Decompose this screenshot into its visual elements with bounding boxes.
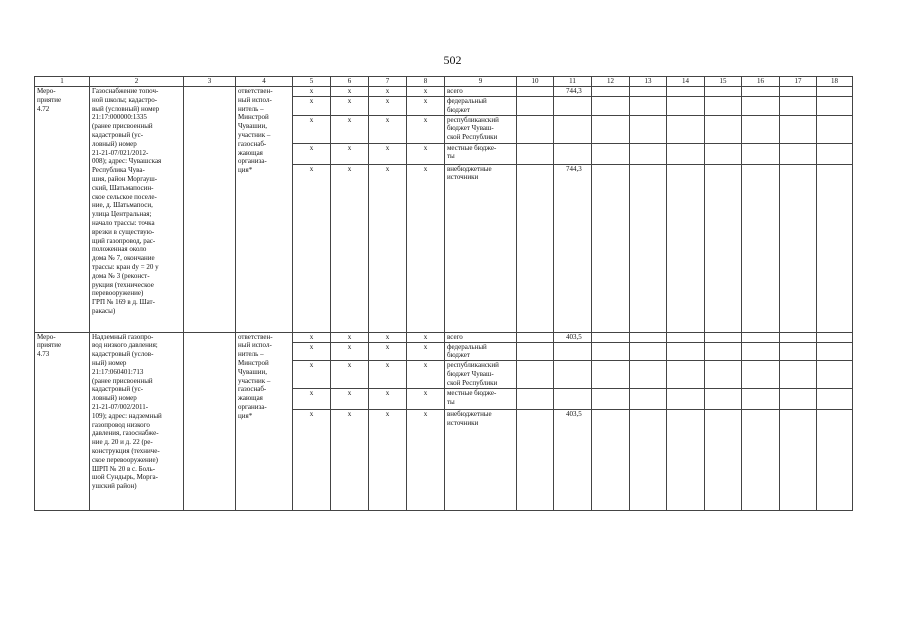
code-cell-c6: х [331, 332, 369, 342]
cell-col-13 [630, 389, 667, 410]
code-cell-c8: х [407, 410, 445, 511]
header-row [35, 77, 853, 87]
cell-col-17 [780, 389, 817, 410]
cell-col-15 [705, 361, 742, 389]
cell-col-10 [517, 361, 554, 389]
cell-col-15 [705, 97, 742, 116]
amount-cell [554, 389, 592, 410]
code-cell-c7: х [369, 87, 407, 97]
cell-col-15 [705, 389, 742, 410]
executor: ответствен- ный испол- нитель – Минстрой Чувашии, участник – газоснаб- жающая организа- ция* [236, 332, 293, 511]
measure-name: Газоснабжение топоч- ной школы; кадастро- вый (условный) номер 21:17:000000:1335 (ранее присвоенный кадастровый (ус- ловный) номер 21-21-07/021/2012- 008); адрес: Чувашская Республика Чува- шия, район Моргауш- ский, Шатьмапосин- ское сельское поселе- ние, д. Шатьмапоси, улица Центральная; начало трассы: точка врезки в существую- щий газопровод, рас- положенная около дома № 7, окончание трассы: кран dy = 20 у дома № 3 (реконст- рукция (техническое перевооружение) ГРП № 169 в д. Шат- ракасы) [90, 87, 184, 333]
cell-col-14 [667, 87, 705, 97]
cell-col-15 [705, 410, 742, 511]
cell-col-10 [517, 410, 554, 511]
cell-col-16 [742, 389, 780, 410]
cell-col-13 [630, 332, 667, 342]
cell-col-14 [667, 410, 705, 511]
cell-col-10 [517, 342, 554, 361]
column-header-1: 1 [35, 77, 90, 87]
cell-col-12 [592, 361, 630, 389]
code-cell-c5: х [293, 115, 331, 143]
column-header-16: 16 [742, 77, 780, 87]
cell-col-18 [817, 97, 853, 116]
amount-cell [554, 143, 592, 164]
cell-col-15 [705, 115, 742, 143]
cell-col-15 [705, 143, 742, 164]
amount-cell [554, 115, 592, 143]
column-header-6: 6 [331, 77, 369, 87]
code-cell-c5: х [293, 410, 331, 511]
code-cell-c8: х [407, 332, 445, 342]
cell-col-16 [742, 342, 780, 361]
code-cell-c5: х [293, 87, 331, 97]
amount-cell [554, 361, 592, 389]
amount-cell [554, 342, 592, 361]
cell-col-10 [517, 164, 554, 332]
funding-source: внебюджетные источники [445, 410, 517, 511]
cell-col-10 [517, 97, 554, 116]
cell-col-10 [517, 87, 554, 97]
cell-col-18 [817, 410, 853, 511]
cell-col-18 [817, 87, 853, 97]
cell-col-15 [705, 87, 742, 97]
amount-cell [554, 97, 592, 116]
measure-code: Меро- приятие 4.72 [35, 87, 90, 333]
cell-col-16 [742, 143, 780, 164]
amount-cell: 403,5 [554, 410, 592, 511]
code-cell-c7: х [369, 410, 407, 511]
funding-source: республиканский бюджет Чуваш- ской Республики [445, 361, 517, 389]
cell-col-14 [667, 97, 705, 116]
code-cell-c5: х [293, 332, 331, 342]
code-cell-c8: х [407, 97, 445, 116]
cell-col-18 [817, 115, 853, 143]
funding-source: внебюджетные источники [445, 164, 517, 332]
cell-col-14 [667, 389, 705, 410]
amount-cell: 744,3 [554, 87, 592, 97]
cell-col-10 [517, 143, 554, 164]
code-cell-c6: х [331, 164, 369, 332]
code-cell-c6: х [331, 342, 369, 361]
cell-col-16 [742, 87, 780, 97]
cell-col-10 [517, 332, 554, 342]
cell-col-16 [742, 115, 780, 143]
cell-col-12 [592, 410, 630, 511]
code-cell-c8: х [407, 115, 445, 143]
code-cell-c5: х [293, 389, 331, 410]
code-cell-c7: х [369, 143, 407, 164]
cell-col-18 [817, 389, 853, 410]
code-cell-c5: х [293, 342, 331, 361]
code-cell-c6: х [331, 87, 369, 97]
executor: ответствен- ный испол- нитель – Минстрой Чувашии, участник – газоснаб- жающая организа- ция* [236, 87, 293, 333]
code-cell-c6: х [331, 410, 369, 511]
cell-col-17 [780, 115, 817, 143]
column-header-10: 10 [517, 77, 554, 87]
column-header-14: 14 [667, 77, 705, 87]
cell-col-14 [667, 342, 705, 361]
code-cell-c6: х [331, 361, 369, 389]
funding-source: федеральный бюджет [445, 97, 517, 116]
code-cell-c7: х [369, 389, 407, 410]
cell-col-16 [742, 97, 780, 116]
measure-name: Надземный газопро- вод низкого давления; кадастровый (услов- ный) номер 21:17:060401:713 (ранее присвоенный кадастровый (ус- ловный) номер 21-21-07/002/2011- 109); адрес: надземный газопровод низкого давления, газоснабже- ние д. 20 и д. 22 (ре- конструкция (техниче- ское перевооружение) ШРП № 20 в с. Боль- шой Сундырь, Морга- ушский район) [90, 332, 184, 511]
code-cell-c8: х [407, 143, 445, 164]
column-header-11: 11 [554, 77, 592, 87]
cell-col-18 [817, 332, 853, 342]
cell-col-12 [592, 342, 630, 361]
column-header-17: 17 [780, 77, 817, 87]
table-row [35, 332, 853, 342]
table-body [35, 77, 853, 511]
funding-source: федеральный бюджет [445, 342, 517, 361]
cell-col-12 [592, 164, 630, 332]
code-cell-c8: х [407, 164, 445, 332]
cell-col-17 [780, 332, 817, 342]
cell-col-13 [630, 410, 667, 511]
column-header-12: 12 [592, 77, 630, 87]
cell-col-18 [817, 143, 853, 164]
column-header-2: 2 [90, 77, 184, 87]
code-cell-c8: х [407, 87, 445, 97]
code-cell-c7: х [369, 115, 407, 143]
cell-col-3 [184, 332, 236, 511]
code-cell-c6: х [331, 389, 369, 410]
column-header-15: 15 [705, 77, 742, 87]
column-header-9: 9 [445, 77, 517, 87]
amount-cell: 744,3 [554, 164, 592, 332]
cell-col-18 [817, 342, 853, 361]
cell-col-14 [667, 143, 705, 164]
funding-source: республиканский бюджет Чуваш- ской Республики [445, 115, 517, 143]
cell-col-18 [817, 361, 853, 389]
page-number: 502 [443, 53, 462, 67]
table-row [35, 87, 853, 97]
cell-col-15 [705, 164, 742, 332]
cell-col-13 [630, 97, 667, 116]
cell-col-17 [780, 87, 817, 97]
cell-col-13 [630, 115, 667, 143]
cell-col-16 [742, 361, 780, 389]
code-cell-c8: х [407, 389, 445, 410]
cell-col-14 [667, 115, 705, 143]
cell-col-15 [705, 332, 742, 342]
column-header-7: 7 [369, 77, 407, 87]
cell-col-17 [780, 97, 817, 116]
code-cell-c7: х [369, 332, 407, 342]
cell-col-13 [630, 87, 667, 97]
column-header-5: 5 [293, 77, 331, 87]
cell-col-14 [667, 164, 705, 332]
cell-col-15 [705, 342, 742, 361]
code-cell-c5: х [293, 164, 331, 332]
cell-col-14 [667, 361, 705, 389]
funding-source: всего [445, 87, 517, 97]
code-cell-c7: х [369, 164, 407, 332]
cell-col-10 [517, 115, 554, 143]
cell-col-18 [817, 164, 853, 332]
cell-col-16 [742, 332, 780, 342]
code-cell-c7: х [369, 361, 407, 389]
funding-source: местные бюдже- ты [445, 143, 517, 164]
cell-col-13 [630, 342, 667, 361]
cell-col-12 [592, 332, 630, 342]
cell-col-12 [592, 389, 630, 410]
code-cell-c7: х [369, 97, 407, 116]
cell-col-3 [184, 87, 236, 333]
cell-col-10 [517, 389, 554, 410]
code-cell-c6: х [331, 115, 369, 143]
code-cell-c7: х [369, 342, 407, 361]
funding-source: местные бюдже- ты [445, 389, 517, 410]
cell-col-17 [780, 410, 817, 511]
code-cell-c8: х [407, 361, 445, 389]
cell-col-14 [667, 332, 705, 342]
amount-cell: 403,5 [554, 332, 592, 342]
code-cell-c6: х [331, 97, 369, 116]
column-header-4: 4 [236, 77, 293, 87]
cell-col-16 [742, 410, 780, 511]
code-cell-c5: х [293, 143, 331, 164]
column-header-3: 3 [184, 77, 236, 87]
cell-col-16 [742, 164, 780, 332]
cell-col-13 [630, 361, 667, 389]
cell-col-12 [592, 97, 630, 116]
cell-col-17 [780, 143, 817, 164]
code-cell-c5: х [293, 97, 331, 116]
cell-col-17 [780, 361, 817, 389]
column-header-8: 8 [407, 77, 445, 87]
cell-col-12 [592, 143, 630, 164]
code-cell-c5: х [293, 361, 331, 389]
column-header-13: 13 [630, 77, 667, 87]
measure-code: Меро- приятие 4.73 [35, 332, 90, 511]
cell-col-17 [780, 164, 817, 332]
funding-source: всего [445, 332, 517, 342]
code-cell-c8: х [407, 342, 445, 361]
column-header-18: 18 [817, 77, 853, 87]
program-table [34, 76, 853, 511]
cell-col-12 [592, 115, 630, 143]
cell-col-13 [630, 143, 667, 164]
cell-col-13 [630, 164, 667, 332]
cell-col-12 [592, 87, 630, 97]
code-cell-c6: х [331, 143, 369, 164]
cell-col-17 [780, 342, 817, 361]
